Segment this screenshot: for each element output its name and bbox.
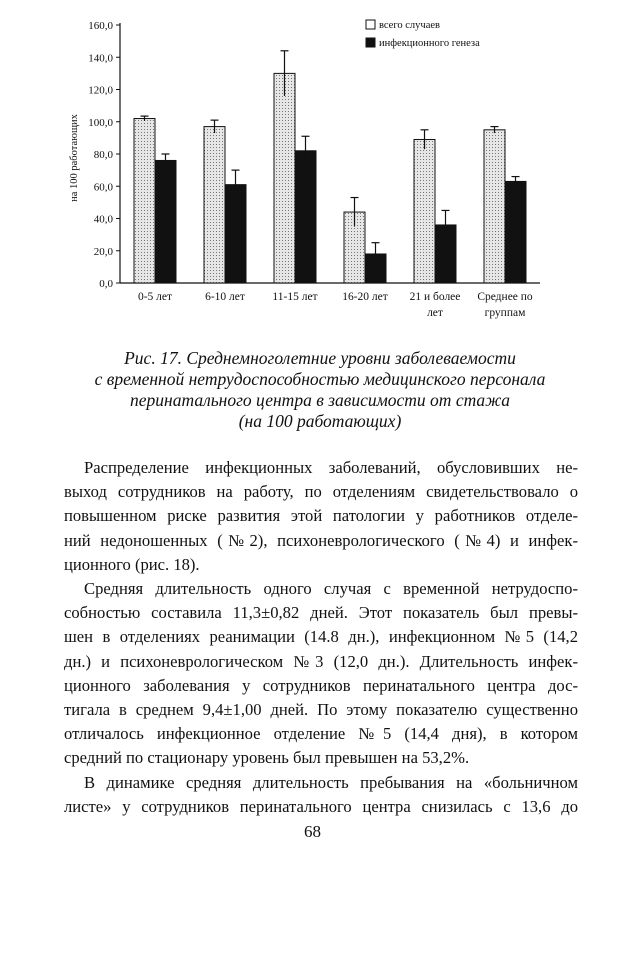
x-tick-label: 16-20 лет	[342, 291, 388, 303]
text-line: повышенном риске развития этой патологии у работников отделе-	[64, 506, 578, 526]
caption-line: перинатального центра в зависимости от стажа	[130, 390, 510, 410]
y-tick-label: 80,0	[93, 149, 113, 161]
caption-line: Рис. 17. Среднемноголетние уровни заболеваемости	[124, 348, 516, 368]
bar	[225, 185, 246, 283]
y-tick-label: 0,0	[99, 278, 113, 290]
text-line: отличалось инфекционное отделение №5 (14,4 дня), в котором	[64, 724, 578, 744]
legend-label: всего случаев	[379, 20, 440, 31]
text-line: собностью составила 11,3±0,82 дней. Этот показатель был превы-	[64, 603, 578, 623]
text-line: ний недоношенных (№2), психоневрологического (№4) и инфек-	[64, 530, 578, 550]
text-line: тигала в среднем 9,4±1,00 дней. По этому показателю существенно	[64, 700, 578, 720]
text-line: средний по стационару уровень был превышен на 53,2%.	[64, 748, 470, 768]
x-tick-label: 21 и более	[409, 291, 461, 303]
legend-swatch	[366, 38, 375, 47]
y-tick-label: 160,0	[88, 20, 113, 32]
text-line: ционного (рис. 18).	[64, 554, 200, 574]
x-tick-label: группам	[484, 307, 526, 319]
page-number: 68	[304, 822, 321, 841]
x-tick-label: 11-15 лет	[272, 291, 318, 303]
paragraph	[64, 456, 578, 577]
bar	[484, 130, 505, 283]
y-axis-label: на 100 работающих	[69, 114, 80, 202]
paragraph	[64, 577, 578, 771]
bar	[134, 119, 155, 283]
y-tick-label: 140,0	[88, 52, 113, 65]
bar	[505, 181, 526, 283]
text-line: ционного заболевания у сотрудников перинатального центра дос-	[64, 675, 578, 695]
bar-chart	[0, 0, 625, 340]
legend-label: инфекционного генеза	[379, 38, 480, 49]
text-line: В динамике средняя длительность пребывания на «больничном	[84, 772, 578, 792]
y-tick-label: 20,0	[93, 245, 113, 258]
bar	[295, 151, 316, 283]
text-line: дн.) и психоневрологическом №3 (12,0 дн.). Длительность инфек-	[64, 651, 578, 671]
text-line: листе» у сотрудников перинатального центра снизилась с 13,6 до	[64, 796, 578, 816]
y-tick-label: 60,0	[93, 181, 113, 194]
x-tick-label: Среднее по	[477, 291, 533, 303]
body-text	[64, 456, 578, 819]
legend-swatch	[366, 20, 375, 29]
y-tick-label: 100,0	[88, 116, 113, 129]
caption-line: (на 100 работающих)	[238, 411, 402, 431]
text-line: шен в отделениях реанимации (14.8 дн.), инфекционном №5 (14,2	[64, 627, 578, 647]
bar	[274, 73, 295, 283]
y-tick-label: 120,0	[88, 84, 113, 97]
x-tick-label: лет	[427, 307, 443, 319]
figure-caption	[60, 348, 580, 432]
text-line: Распределение инфекционных заболеваний, обусловивших не-	[84, 458, 578, 477]
x-tick-label: 0-5 лет	[137, 291, 173, 303]
x-tick-label: 6-10 лет	[205, 291, 245, 303]
paragraph	[64, 771, 578, 819]
caption-line: с временной нетрудоспособностью медицинского персонала	[94, 369, 546, 389]
text-line: выход сотрудников на работу, по отделениям свидетельствовало о	[64, 482, 578, 502]
text-line: Средняя длительность одного случая с временной нетрудоспо-	[84, 579, 578, 599]
bar	[204, 127, 225, 283]
bar	[414, 139, 435, 283]
bar	[155, 160, 176, 283]
y-tick-label: 40,0	[93, 213, 113, 226]
